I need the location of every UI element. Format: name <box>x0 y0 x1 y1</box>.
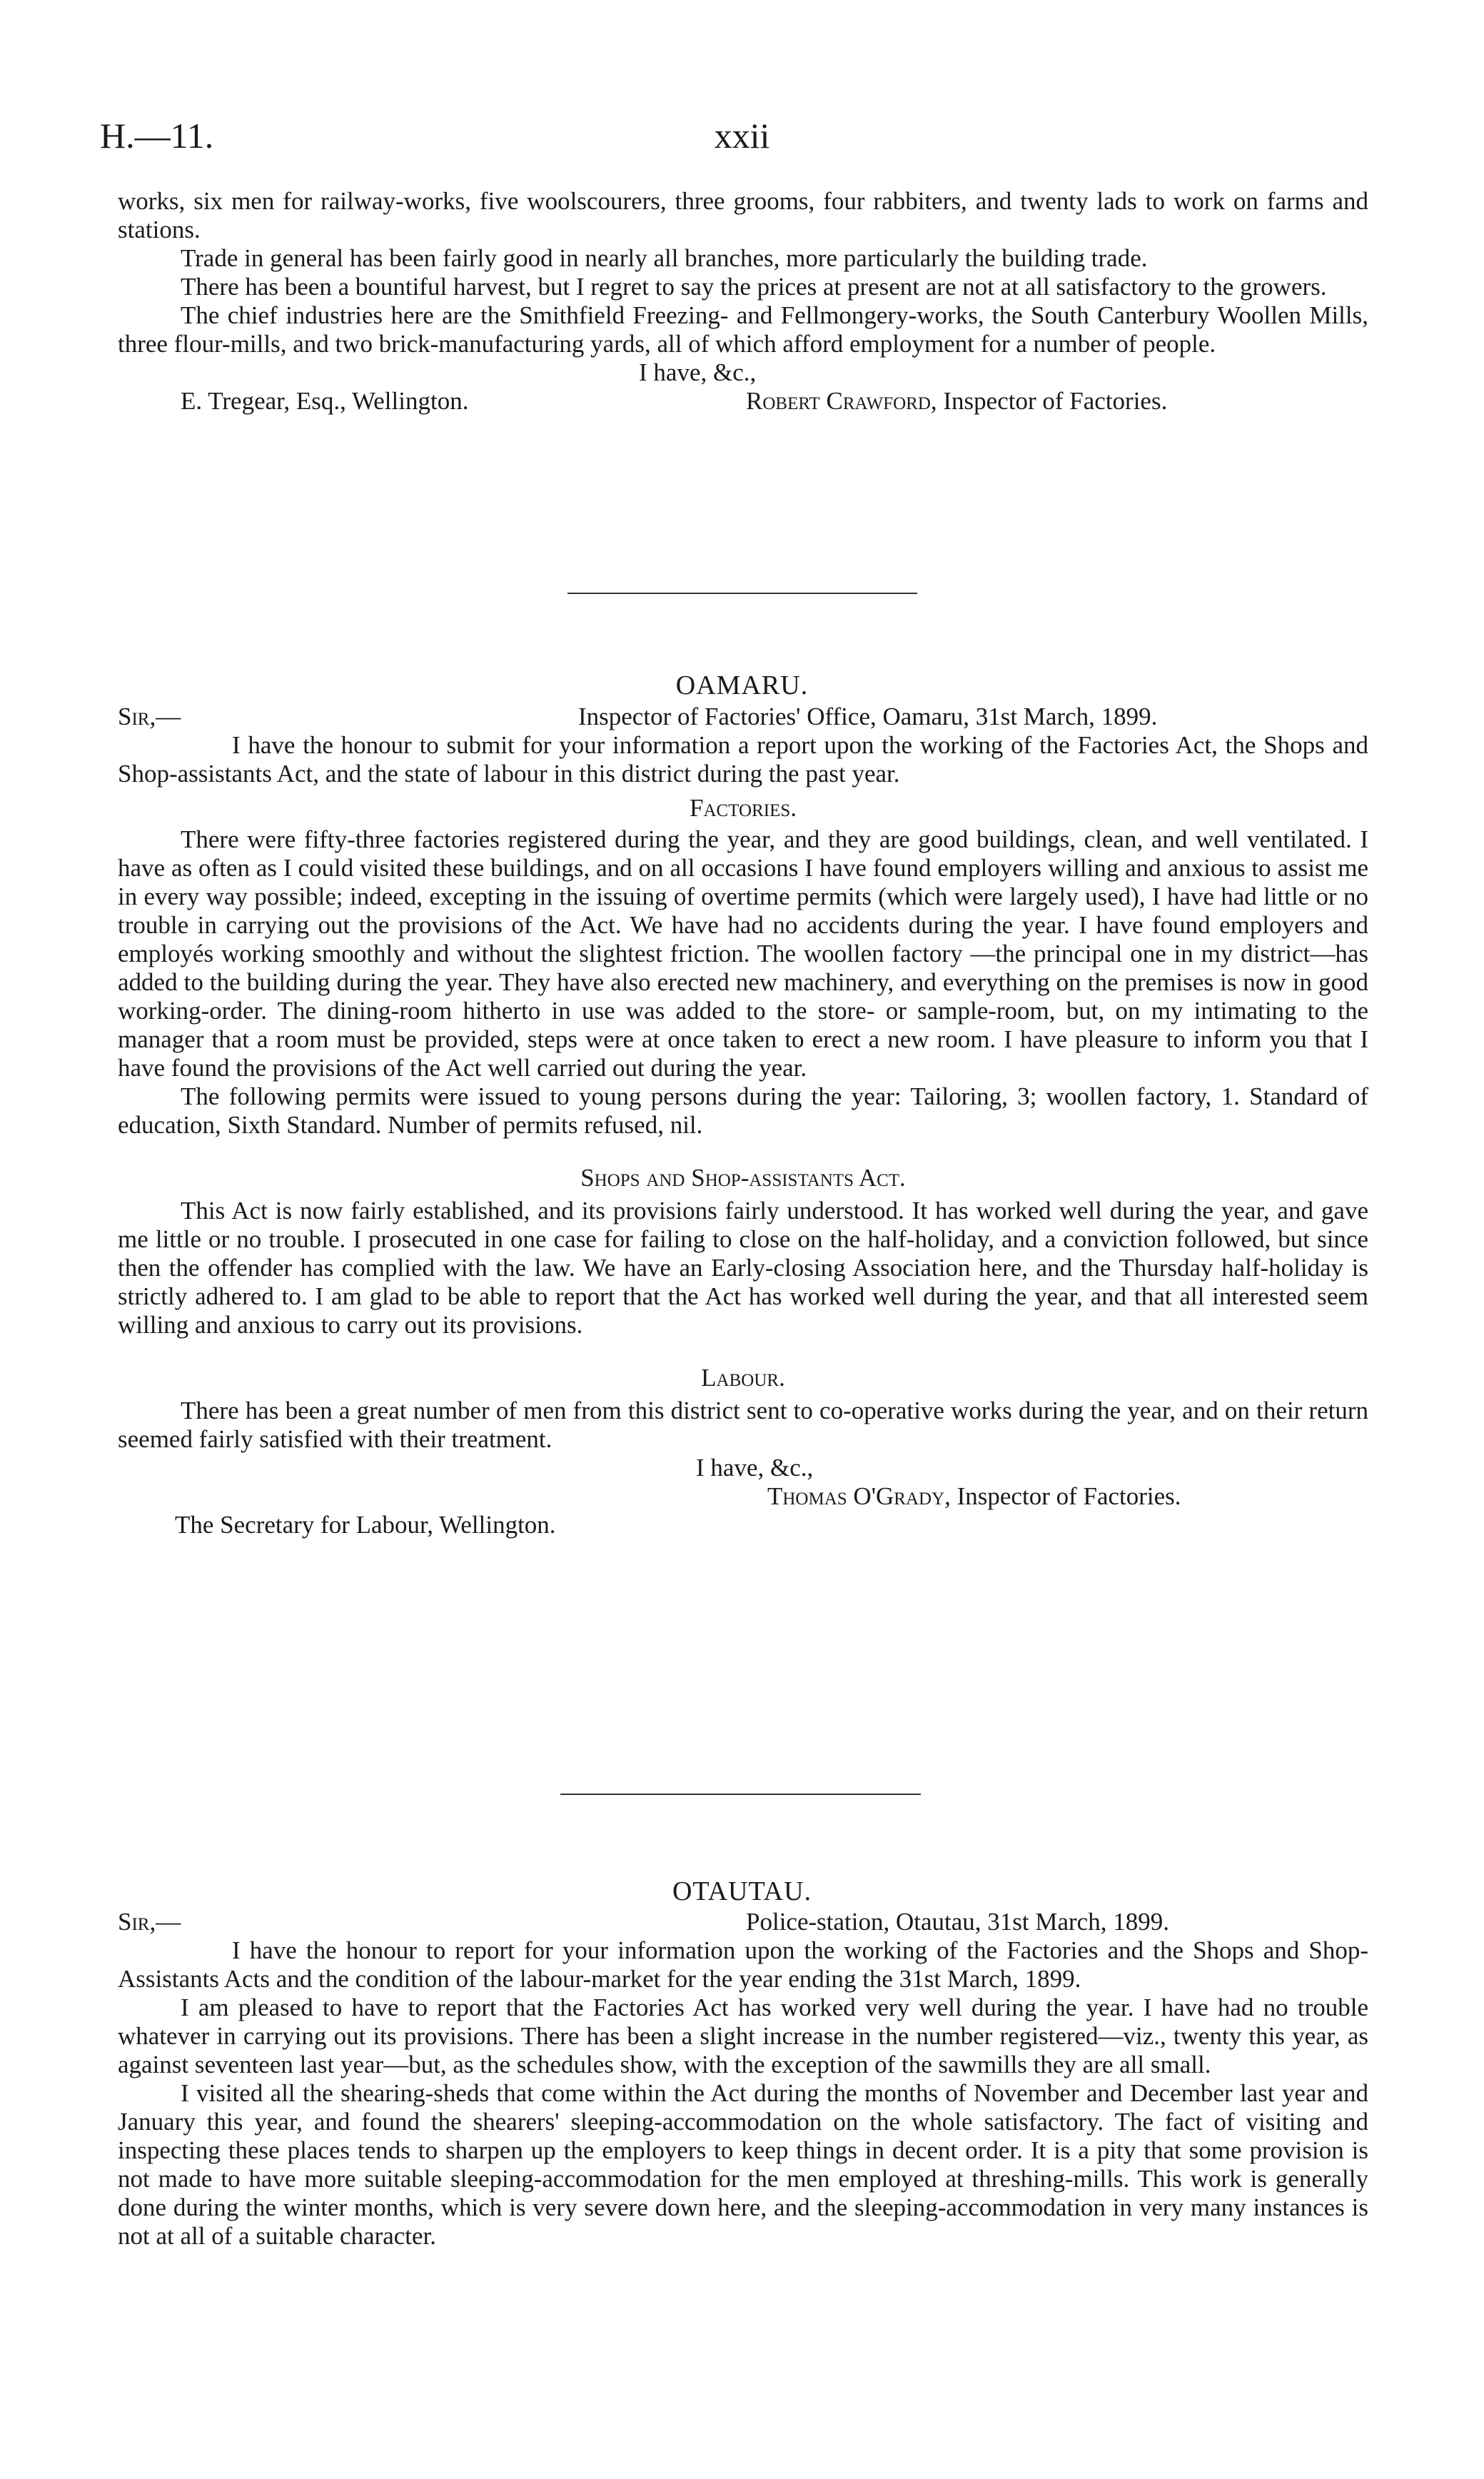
paragraph: I have the honour to submit for your information a report upon the working of the Factories Act, the Shops and Shop-assistants Act, and the state of labour in this district during the past year. <box>118 731 1368 788</box>
intro-section <box>118 187 1368 416</box>
paragraph: I have the honour to report for your information upon the working of the Factories and the Shops and Shop-Assistants Acts and the condition of the labour-market for the year ending the 31st March, 1899. <box>118 1936 1368 1993</box>
dateline-row <box>118 703 1368 731</box>
section-title-otautau: OTAUTAU. <box>672 1876 812 1906</box>
section-divider <box>560 1794 921 1795</box>
paragraph: Trade in general has been fairly good in nearly all branches, more particularly the building trade. <box>181 244 1148 272</box>
signature-title: , Inspector of Factories. <box>930 387 1168 415</box>
addressee: The Secretary for Labour, Wellington. <box>175 1511 556 1539</box>
otautau-section <box>118 1908 1368 2251</box>
paragraph: works, six men for railway-works, five woolscourers, three grooms, four rabbiters, and twenty lads to work on farms and stations. <box>118 187 1368 243</box>
paragraph: I am pleased to have to report that the Factories Act has worked very well during the year. I have had no trouble whatever in carrying out its provisions. There has been a slight increase in the number registered—viz., twenty this year, as against seventeen last year—but, as the schedules show, with the exception of the sawmills they are all small. <box>118 1993 1368 2078</box>
dateline-row <box>118 1908 1368 1936</box>
subheading-shops-act: Shops and Shop-assistants Act. <box>580 1164 906 1192</box>
paragraph: The following permits were issued to young persons during the year: Tailoring, 3; woollen factory, 1. Standard of education, Sixth Standard. Number of permits refused, nil. <box>118 1082 1368 1139</box>
page-number: xxii <box>714 116 770 156</box>
signature-name: Robert Crawford <box>746 387 931 415</box>
closing: I have, &c., <box>696 1454 814 1482</box>
paragraph: The chief industries here are the Smithfield Freezing- and Fellmongery-works, the South Canterbury Woollen Mills, three flour-mills, and two brick-manufacturing yards, all of which afford employment for a number of people. <box>118 301 1368 358</box>
signature-row <box>118 387 1368 416</box>
salutation: Sir,— <box>118 703 181 730</box>
paragraph: This Act is now fairly established, and its provisions fairly understood. It has worked well during the year, and gave me little or no trouble. I prosecuted in one case for failing to close on the half-holiday, and a conviction followed, but since then the offender has complied with the law. We have an Early-closing Association here, and the Thursday half-holiday is strictly adhered to. I am glad to be able to report that the Act has worked well during the year, and that all interested seem willing and anxious to carry out its provisions. <box>118 1197 1368 1339</box>
section-divider <box>567 593 917 594</box>
oamaru-section <box>118 703 1368 1539</box>
paragraph: There has been a great number of men from this district sent to co-operative works during the year, and on their return seemed fairly satisfied with their treatment. <box>118 1397 1368 1453</box>
dateline: Police-station, Otautau, 31st March, 1899. <box>746 1908 1169 1936</box>
paragraph: There has been a bountiful harvest, but I regret to say the prices at present are not at all satisfactory to the growers. <box>181 273 1327 301</box>
closing-row <box>118 1454 1368 1482</box>
closing: I have, &c., <box>639 358 757 386</box>
section-title-oamaru: OAMARU. <box>675 670 809 700</box>
subheading-factories: Factories. <box>690 794 797 822</box>
addressee-row <box>118 1511 1368 1539</box>
salutation: Sir,— <box>118 1908 181 1936</box>
signature-title: , Inspector of Factories. <box>944 1482 1181 1510</box>
dateline: Inspector of Factories' Office, Oamaru, 31st March, 1899. <box>578 703 1158 730</box>
addressee: E. Tregear, Esq., Wellington. <box>181 387 469 415</box>
subheading-labour: Labour. <box>701 1364 785 1392</box>
document-code: H.—11. <box>100 116 214 156</box>
signature-name: Thomas O'Grady <box>767 1482 945 1510</box>
paragraph: I visited all the shearing-sheds that come within the Act during the months of November and December last year and January this year, and found the shearers' sleeping-accommodation on the whole satisfactory. The fact of visiting and inspecting these places tends to sharpen up the employers to keep things in decent order. It is a pity that some provision is not made to have more suitable sleeping-accommodation for the men employed at threshing-mills. This work is generally done during the winter months, which is very severe down here, and the sleeping-accommodation in very many instances is not at all of a suitable character. <box>118 2079 1368 2250</box>
closing-row <box>118 358 1368 387</box>
paragraph: There were fifty-three factories registered during the year, and they are good buildings, clean, and well ventilated. I have as often as I could visited these buildings, and on all occasions I have found employers willing and anxious to assist me in every way possible; indeed, excepting in the issuing of overtime permits (which were largely used), I have had little or no trouble in carrying out the provisions of the Act. We have had no accidents during the year. I have found employers and employés working smoothly and without the slightest friction. The woollen factory —the principal one in my district—has added to the building during the year. They have also erected new machinery, and everything on the premises is now in good working-order. The dining-room hitherto in use was added to the store- or sample-room, but, on my intimating to the manager that a room must be provided, steps were at once taken to erect a new room. I have pleasure to inform you that I have found the provisions of the Act well carried out during the year. <box>118 825 1368 1082</box>
signature-row <box>118 1482 1368 1511</box>
